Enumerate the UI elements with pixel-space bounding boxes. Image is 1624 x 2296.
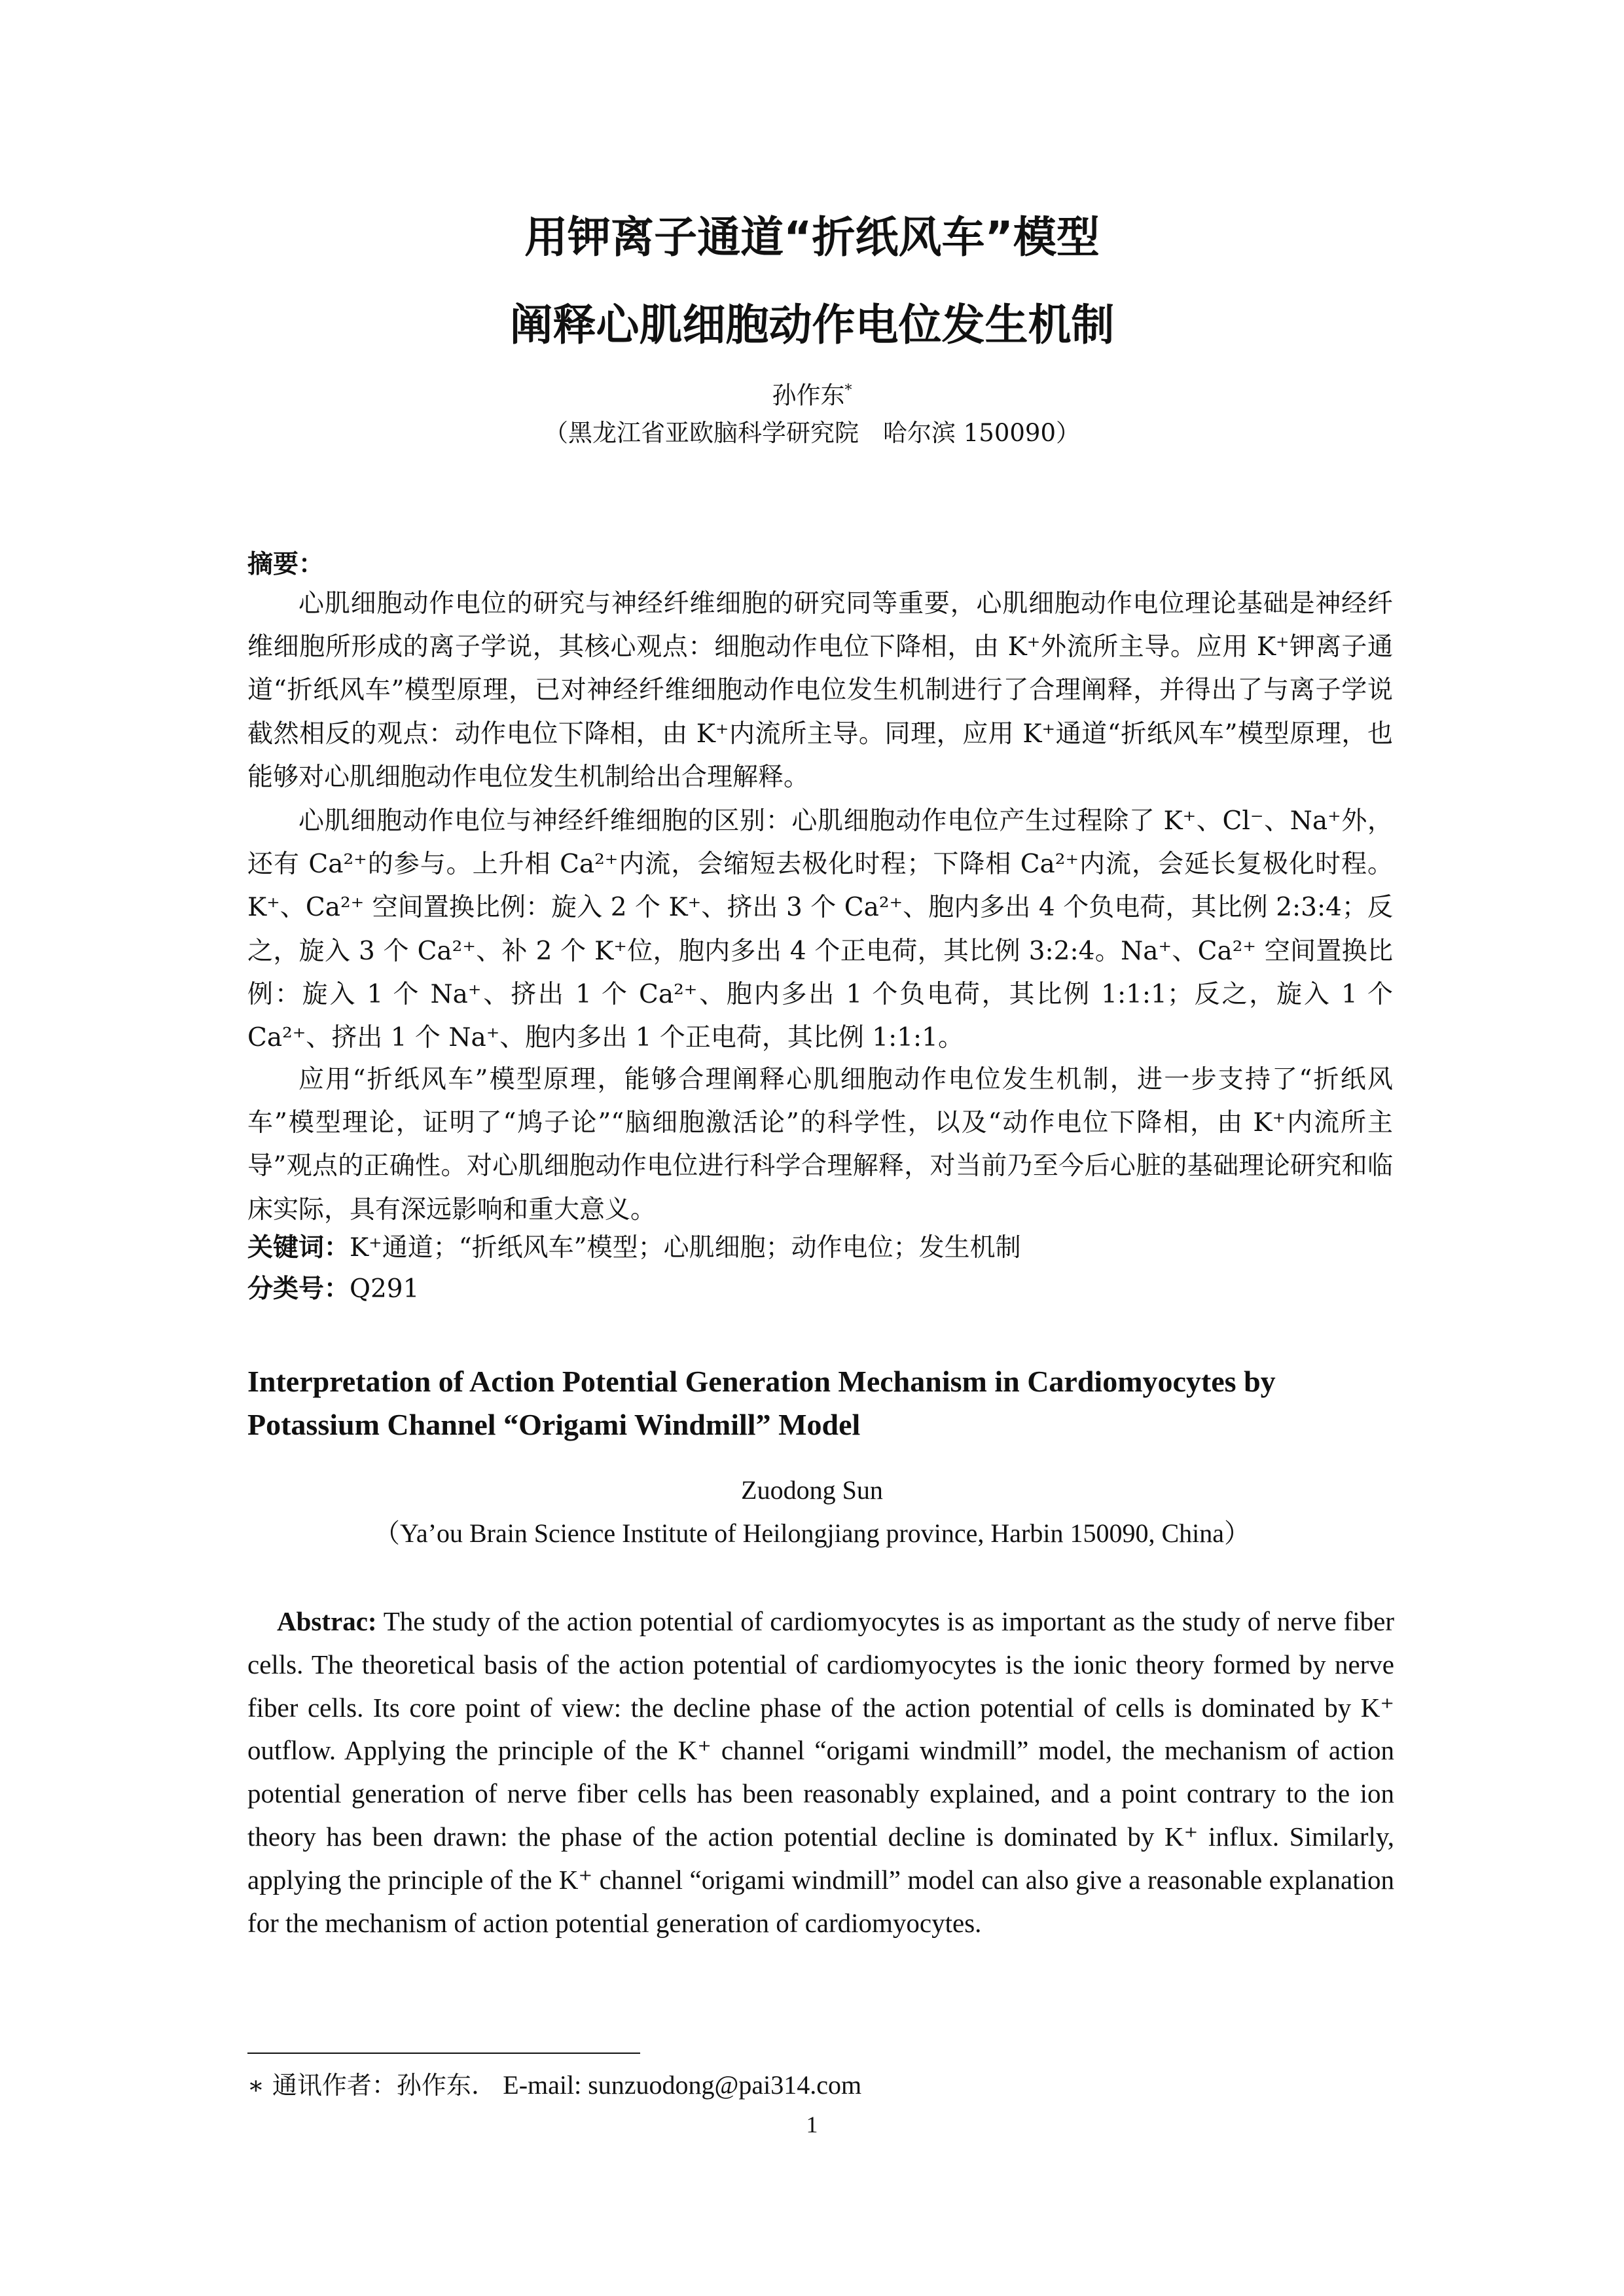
english-affiliation: （Ya’ou Brain Science Institute of Heilongjiang province, Harbin 150090, China）	[373, 1518, 1251, 1548]
author-footnote-mark: *	[844, 382, 852, 399]
classification-number	[247, 1270, 1393, 1309]
footnote-email: E-mail: sunzuodong@pai314.com	[503, 2070, 862, 2100]
footnote-mark: ∗	[247, 2071, 264, 2100]
footnote-divider	[247, 2053, 640, 2054]
chinese-title-line-1: 用钾离子通道“折纸风车”模型	[524, 212, 1100, 262]
chinese-author	[0, 374, 1624, 412]
page-number: 1	[806, 2111, 818, 2138]
chinese-title-line-2: 阐释心肌细胞动作电位发生机制	[509, 300, 1115, 350]
chinese-keywords	[247, 1229, 1393, 1268]
footnote	[247, 2068, 1393, 2102]
keywords-label: 关键词：	[247, 1233, 350, 1263]
english-author: Zuodong Sun	[741, 1475, 883, 1505]
english-abstract	[247, 1600, 1394, 1945]
classification-value: Q291	[350, 1274, 420, 1304]
chinese-abstract-heading: 摘要：	[247, 550, 325, 579]
footnote-text-cn: 通讯作者：孙作东.	[272, 2071, 480, 2100]
keywords-text: K⁺通道；“折纸风车”模型；心肌细胞；动作电位；发生机制	[350, 1233, 1021, 1263]
chinese-author-name: 孙作东	[772, 381, 845, 410]
english-abstract-text: The study of the action potential of cardiomyocytes is as important as the study of nerve fiber cells. The theoretical basis of the action potential of cardiomyocytes is the ionic theory formed by nerve fiber cells. Its core point of view: the decline phase of the action potential of cells is dominated by K⁺ outflow. Applying the principle of the K⁺ channel “origami windmill” model, the mechanism of action potential generation of nerve fiber cells has been reasonably explained, and a point contrary to the ion theory has been drawn: the phase of the action potential decline is dominated by K⁺ influx. Similarly, applying the principle of the K⁺ channel “origami windmill” model can also give a reasonable explanation for the mechanism of action potential generation of cardiomyocytes.	[247, 1606, 1394, 1938]
english-abstract-label: Abstrac:	[277, 1606, 377, 1636]
chinese-abstract-paragraph-1: 心肌细胞动作电位的研究与神经纤维细胞的研究同等重要，心肌细胞动作电位理论基础是神经纤维细胞所形成的离子学说，其核心观点：细胞动作电位下降相，由 K⁺外流所主导。应用 K⁺钾离子通道“折纸风车”模型原理，已对神经纤维细胞动作电位发生机制进行了合理阐释，并得出了与离子学说截然相反的观点：动作电位下降相，由 K⁺内流所主导。同理，应用 K⁺通道“折纸风车”模型原理，也能够对心肌细胞动作电位发生机制给出合理解释。	[247, 589, 1393, 792]
chinese-abstract-paragraph-3: 应用“折纸风车”模型原理，能够合理阐释心肌细胞动作电位发生机制，进一步支持了“折纸风车”模型理论，证明了“鸠子论”“脑细胞激活论”的科学性，以及“动作电位下降相，由 K⁺内流所主导”观点的正确性。对心肌细胞动作电位进行科学合理解释，对当前乃至今后心脏的基础理论研究和临床实际，具有深远影响和重大意义。	[247, 1065, 1393, 1225]
chinese-affiliation: （黑龙江省亚欧脑科学研究院 哈尔滨 150090）	[543, 419, 1080, 447]
classification-label: 分类号：	[247, 1274, 350, 1304]
chinese-abstract-paragraph-2: 心肌细胞动作电位与神经纤维细胞的区别：心肌细胞动作电位产生过程除了 K⁺、Cl⁻、Na⁺外，还有 Ca²⁺的参与。上升相 Ca²⁺内流，会缩短去极化时程；下降相 Ca²⁺内流，会延长复极化时程。K⁺、Ca²⁺ 空间置换比例：旋入 2 个 K⁺、挤出 3 个 Ca²⁺、胞内多出 4 个负电荷，其比例 2:3:4；反之，旋入 3 个 Ca²⁺、补 2 个 K⁺位，胞内多出 4 个正电荷，其比例 3:2:4。Na⁺、Ca²⁺ 空间置换比例：旋入 1 个 Na⁺、挤出 1 个 Ca²⁺、胞内多出 1 个负电荷，其比例 1:1:1；反之，旋入 1 个 Ca²⁺、挤出 1 个 Na⁺、胞内多出 1 个正电荷，其比例 1:1:1。	[247, 806, 1393, 1053]
english-title: Interpretation of Action Potential Generation Mechanism in Cardiomyocytes by Potassium Channel “Origami Windmill” Model	[247, 1365, 1276, 1441]
